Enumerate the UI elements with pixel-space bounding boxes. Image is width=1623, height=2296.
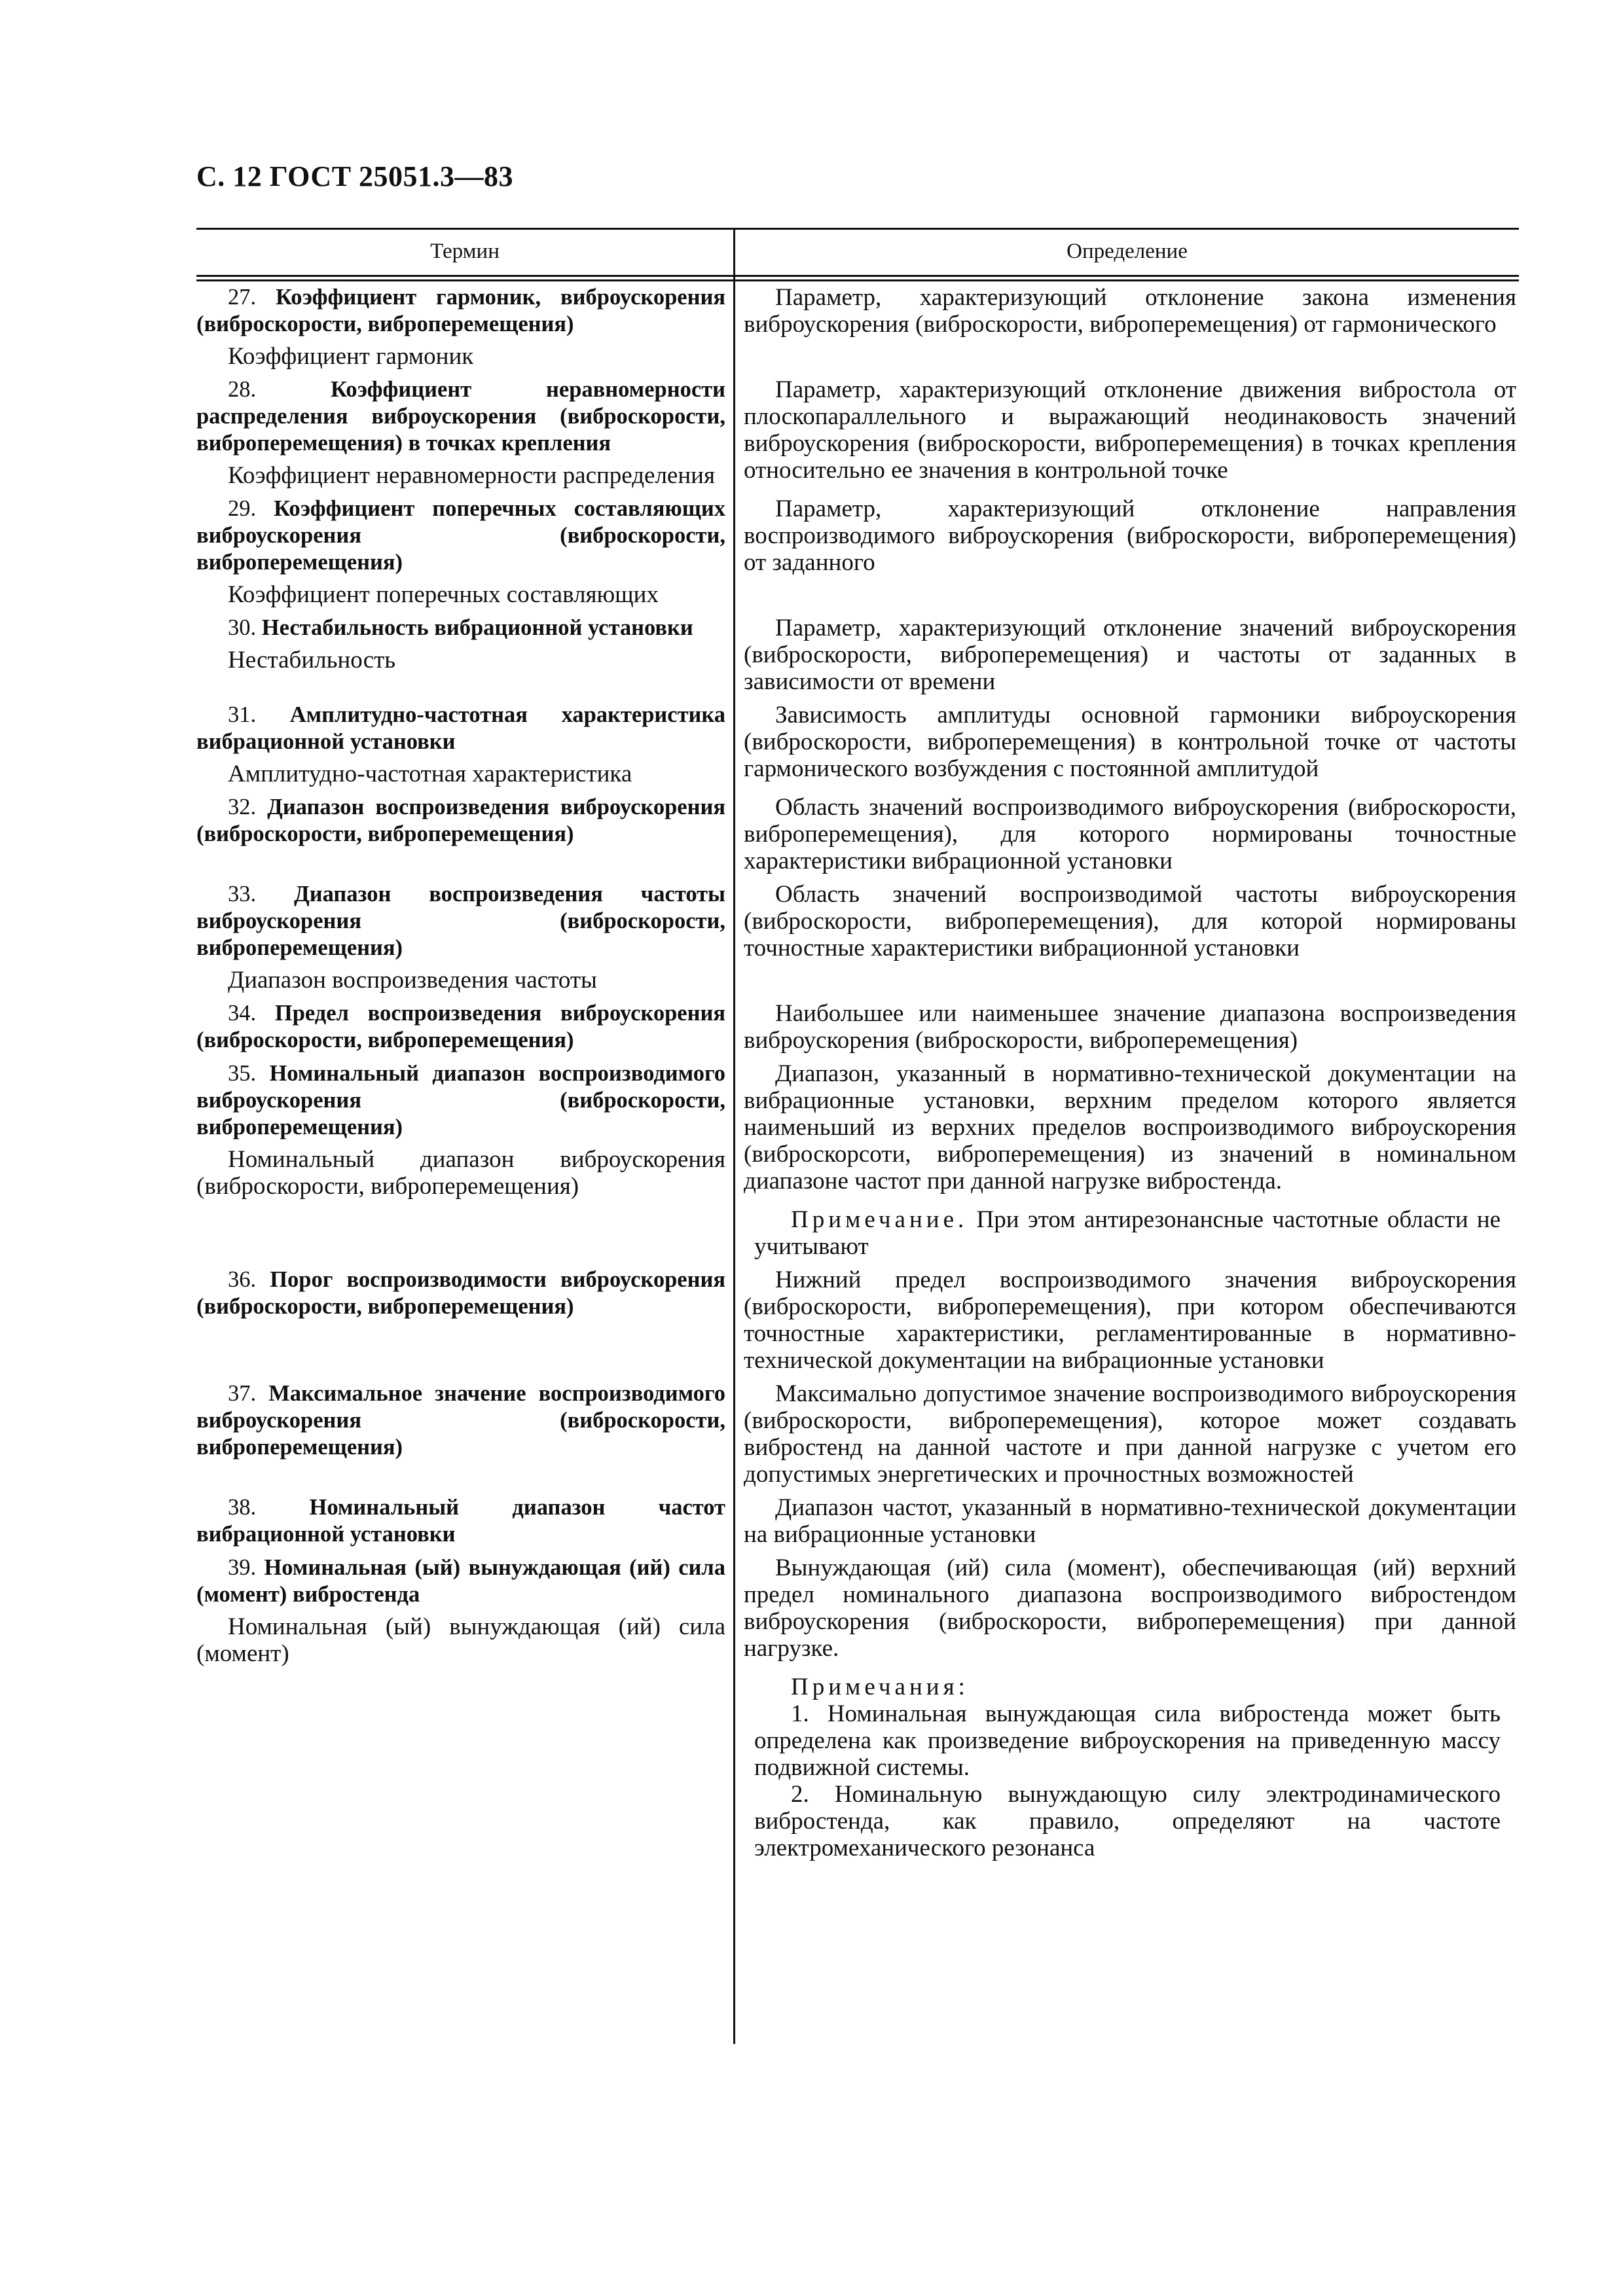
definition-cell: Параметр, характеризующий отклонение движения вибростола от плоскопараллельного и выражающий неодинаковость значений виброускорения (виброскорости, виброперемещения) в точках крепления относительно ее значения в контрольной точке	[744, 376, 1516, 484]
term-short: Нестабильность	[228, 647, 396, 673]
column-header-definition: Определение	[1067, 240, 1188, 263]
term-cell	[196, 1000, 733, 1054]
term-number: 32.	[228, 795, 257, 819]
term-short: Коэффициент гармоник	[228, 343, 474, 370]
table-row	[196, 495, 1519, 608]
term-text: Диапазон воспроизведения частоты виброускорения (виброскорости, виброперемещения)	[196, 882, 725, 960]
table-top-rule	[196, 228, 1519, 230]
term-text: Предел воспроизведения виброускорения (виброскорости, виброперемещения)	[196, 1001, 725, 1052]
term-cell	[196, 1554, 733, 1667]
term-cell	[196, 1494, 733, 1548]
table-row	[196, 1060, 1519, 1200]
term-text: Порог воспроизводимости виброускорения (виброскорости, виброперемещения)	[196, 1267, 725, 1319]
page-header: С. 12 ГОСТ 25051.3—83	[196, 160, 514, 192]
term-short: Номинальный диапазон виброускорения (виброскорости, виброперемещения)	[196, 1146, 725, 1200]
term-number: 33.	[228, 882, 257, 906]
term-text: Амплитудно-частотная характеристика вибрационной установки	[196, 702, 726, 754]
table-row	[196, 881, 1519, 994]
term-number: 28.	[228, 377, 257, 402]
table-row	[196, 1554, 1519, 1667]
term-cell	[196, 1060, 733, 1200]
term-cell	[196, 376, 733, 489]
term-cell	[196, 284, 733, 370]
note-text: При этом антирезонансные частотные области не учитывают	[754, 1206, 1501, 1260]
table-row	[196, 284, 1519, 370]
column-header-term: Термин	[430, 240, 500, 263]
note-label: Примечание.	[791, 1206, 968, 1233]
term-text: Нестабильность вибрационной установки	[261, 615, 693, 640]
definition-cell: Область значений воспроизводимой частоты виброускорения (виброскорости, виброперемещения), для которой нормированы точностные характеристики вибрационной установки	[744, 881, 1516, 961]
term-number: 39.	[228, 1555, 257, 1580]
term-short: Амплитудно-частотная характеристика	[228, 761, 632, 787]
term-number: 34.	[228, 1001, 257, 1026]
notes-block	[754, 1674, 1501, 1861]
definition-cell: Диапазон, указанный в нормативно-технической документации на вибрационные установки, верхним пределом которого является наименьший из верхних пределов воспроизводимого виброускорения (виброскорсоти, виброперемещения) из значений в номинальном диапазоне частот при данной нагрузке вибростенда.	[744, 1060, 1516, 1194]
definition-cell: Вынуждающая (ий) сила (момент), обеспечивающая (ий) верхний предел номинального диапазона воспроизводимого вибростендом виброускорения (виброскорости, виброперемещения) при данной нагрузке.	[744, 1554, 1516, 1662]
term-short: Коэффициент неравномерности распределения	[228, 462, 715, 489]
definition-cell: Диапазон частот, указанный в нормативно-технической документации на вибрационные установки	[744, 1494, 1516, 1548]
table-row	[196, 1494, 1519, 1548]
term-cell	[196, 495, 733, 608]
note-item: 1. Номинальная вынуждающая сила вибростенда может быть определена как произведение виброускорения на приведенную массу подвижной системы.	[754, 1700, 1501, 1781]
definition-cell: Параметр, характеризующий отклонение направления воспроизводимого виброускорения (виброскорости, виброперемещения) от заданного	[744, 495, 1516, 576]
term-number: 38.	[228, 1495, 257, 1520]
table-row	[196, 702, 1519, 787]
term-number: 31.	[228, 702, 257, 727]
table-body	[196, 284, 1519, 1861]
term-number: 37.	[228, 1381, 257, 1406]
term-cell	[196, 881, 733, 994]
table-header-rule	[196, 275, 1519, 281]
term-text: Номинальная (ый) вынуждающая (ий) сила (момент) вибростенда	[196, 1555, 725, 1607]
definition-cell: Зависимость амплитуды основной гармоники виброускорения (виброскорости, виброперемещения) в контрольной точке от частоты гармонического возбуждения с постоянной амплитудой	[744, 702, 1516, 782]
term-number: 36.	[228, 1267, 257, 1292]
definition-cell: Максимально допустимое значение воспроизводимого виброускорения (виброскорости, виброперемещения), которое может создавать вибростенд на данной частоте и при данной нагрузке с учетом его допустимых энергетических и прочностных возможностей	[744, 1380, 1516, 1488]
table-row	[196, 615, 1519, 695]
term-text: Номинальный диапазон частот вибрационной установки	[196, 1495, 726, 1547]
notes-label: Примечания:	[791, 1674, 969, 1700]
term-text: Максимальное значение воспроизводимого виброускорения (виброскорости, виброперемещения)	[196, 1381, 725, 1460]
term-cell	[196, 615, 733, 673]
term-number: 29.	[228, 496, 257, 521]
definition-cell: Параметр, характеризующий отклонение закона изменения виброускорения (виброскорости, виброперемещения) от гармонического	[744, 284, 1516, 338]
note-block	[754, 1206, 1501, 1260]
table-row	[196, 1000, 1519, 1054]
term-number: 35.	[228, 1061, 257, 1086]
note-item: 2. Номинальную вынуждающую силу электродинамического вибростенда, как правило, определяют на частоте электромеханического резонанса	[754, 1781, 1501, 1861]
term-cell	[196, 794, 733, 848]
definition-cell: Параметр, характеризующий отклонение значений виброускорения (виброскорости, виброперемещения) и частоты от заданных в зависимости от времени	[744, 615, 1516, 695]
term-cell	[196, 1266, 733, 1320]
table-row	[196, 1380, 1519, 1488]
term-cell	[196, 1380, 733, 1461]
term-short: Коэффициент поперечных составляющих	[228, 581, 659, 608]
term-short: Номинальная (ый) вынуждающая (ий) сила (момент)	[196, 1613, 725, 1667]
term-text: Коэффициент поперечных составляющих виброускорения (виброскорости, виброперемещения)	[196, 496, 725, 575]
term-number: 27.	[228, 285, 257, 310]
term-cell	[196, 702, 733, 787]
term-text: Диапазон воспроизведения виброускорения (виброскорости, виброперемещения)	[196, 795, 726, 846]
table-row	[196, 794, 1519, 874]
term-short: Диапазон воспроизведения частоты	[228, 967, 597, 994]
definition-cell: Нижний предел воспроизводимого значения виброускорения (виброскорости, виброперемещения), при котором обеспечиваются точностные характеристики, регламентированные в нормативно-технической документации на вибрационные установки	[744, 1266, 1516, 1374]
term-number: 30.	[228, 615, 257, 640]
table-row	[196, 1266, 1519, 1374]
table-row	[196, 376, 1519, 489]
definition-cell: Наибольшее или наименьшее значение диапазона воспроизведения виброускорения (виброскорости, виброперемещения)	[744, 1000, 1516, 1054]
definition-cell: Область значений воспроизводимого виброускорения (виброскорости, виброперемещения), для которого нормированы точностные характеристики вибрационной установки	[744, 794, 1516, 874]
term-text: Номинальный диапазон воспроизводимого виброускорения (виброскорости, виброперемещения)	[196, 1061, 726, 1139]
term-text: Коэффициент гармоник, виброускорения (виброскорости, виброперемещения)	[196, 285, 725, 336]
term-text: Коэффициент неравномерности распределения виброускорения (виброскорости, виброперемещения) в точках крепления	[196, 377, 725, 456]
